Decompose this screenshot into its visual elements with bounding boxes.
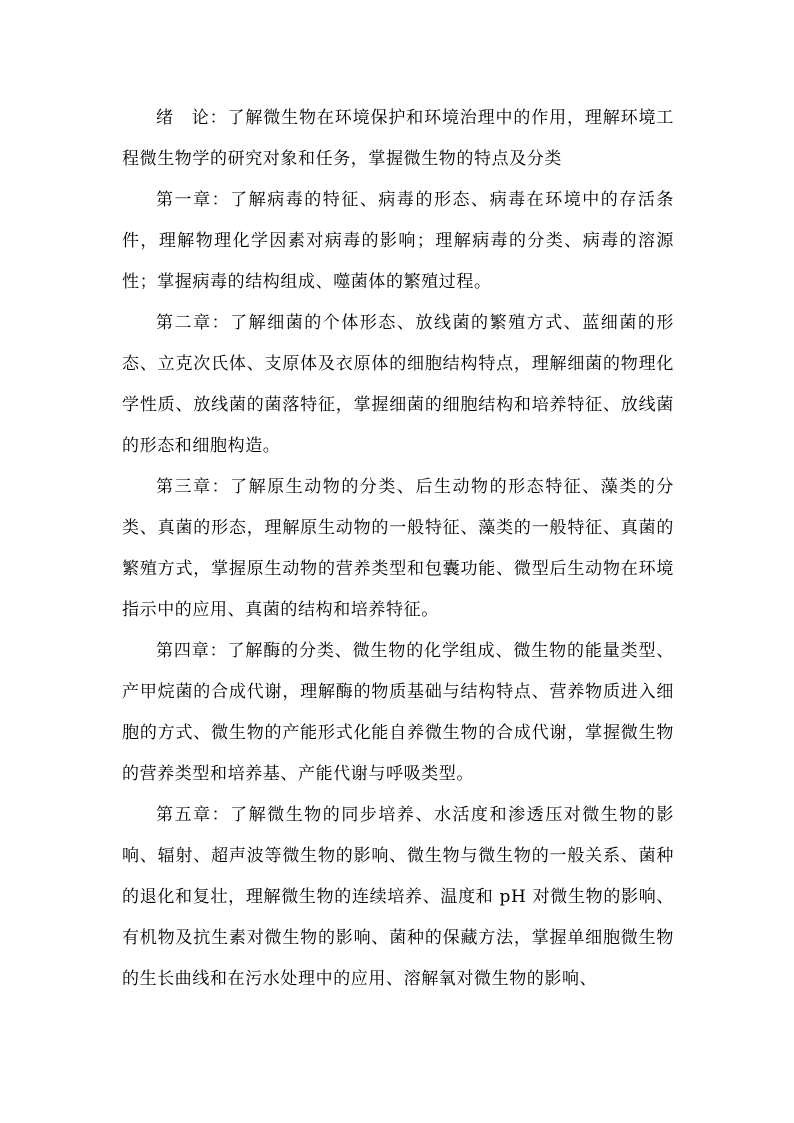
paragraph-chapter-5: 第五章：了解微生物的同步培养、水活度和渗透压对微生物的影响、辐射、超声波等微生物的影响、微生物与微生物的一般关系、菌种的退化和复壮，理解微生物的连续培养、温度和 pH 对微生物的影响、有机物及抗生素对微生物的影响、菌种的保藏方法，掌握单细胞微生物的生长曲线和在污水处理中的应用、溶解氧对微生物的影响、 (122, 805, 674, 989)
document-body (122, 98, 674, 1000)
paragraph-chapter-3: 第三章：了解原生动物的分类、后生动物的形态特征、藻类的分类、真菌的形态，理解原生动物的一般特征、藻类的一般特征、真菌的繁殖方式，掌握原生动物的营养类型和包囊功能、微型后生动物在环境指示中的应用、真菌的结构和培养特征。 (122, 477, 674, 620)
paragraph-chapter-2: 第二章：了解细菌的个体形态、放线菌的繁殖方式、蓝细菌的形态、立克次氏体、支原体及衣原体的细胞结构特点，理解细菌的物理化学性质、放线菌的菌落特征，掌握细菌的细胞结构和培养特征、放线菌的形态和细胞构造。 (122, 313, 674, 456)
paragraph-chapter-1: 第一章：了解病毒的特征、病毒的形态、病毒在环境中的存活条件，理解物理化学因素对病毒的影响；理解病毒的分类、病毒的溶源性；掌握病毒的结构组成、噬菌体的繁殖过程。 (122, 190, 674, 292)
paragraph-introduction: 绪 论：了解微生物在环境保护和环境治理中的作用，理解环境工程微生物学的研究对象和任务，掌握微生物的特点及分类 (122, 108, 674, 169)
paragraph-chapter-4: 第四章：了解酶的分类、微生物的化学组成、微生物的能量类型、产甲烷菌的合成代谢，理解酶的物质基础与结构特点、营养物质进入细胞的方式、微生物的产能形式化能自养微生物的合成代谢，掌握微生物的营养类型和培养基、产能代谢与呼吸类型。 (122, 641, 674, 784)
